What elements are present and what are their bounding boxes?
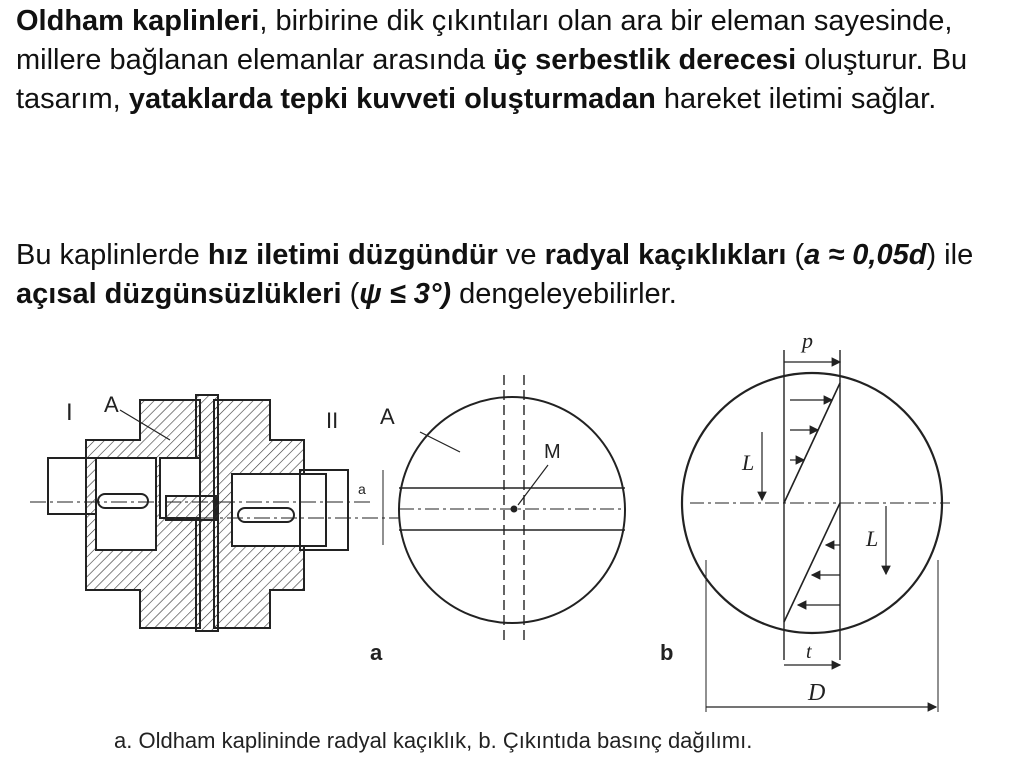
label-p: p (802, 328, 813, 353)
label-a-left: A (104, 392, 119, 417)
label-fig-b: b (660, 640, 674, 665)
label-fig-a: a (370, 640, 383, 665)
text-segment: ) ile (926, 239, 974, 271)
text-segment: dengeleyebilirler. (451, 278, 677, 310)
term-angular: açısal düzgünsüzlükleri (16, 278, 342, 310)
label-l-top: L (742, 450, 755, 475)
label-t: t (806, 641, 812, 663)
triangle-bottom (784, 503, 840, 622)
label-a-disc: A (380, 404, 395, 429)
figure-caption: a. Oldham kaplininde radyal kaçıklık, b. Çıkıntıda basınç dağılımı. (114, 728, 753, 753)
triangle-top (784, 383, 840, 503)
label-offset-a: a (358, 481, 366, 497)
key-right (238, 508, 294, 522)
text-segment: oluşturur. Bu tasarım, (16, 44, 968, 115)
label-shaft-ii: II (326, 408, 339, 433)
text-segment: ve (497, 239, 545, 271)
formula-angular: ψ ≤ 3°) (359, 278, 452, 310)
term-oldham: Oldham kaplinleri (16, 5, 260, 37)
key-left (98, 494, 148, 508)
formula-radial: a ≈ 0,05d (804, 239, 927, 271)
text-segment: ( (341, 278, 360, 310)
term-reaction: yataklarda tepki kuvveti oluşturmadan (128, 83, 656, 115)
label-m: M (544, 441, 561, 463)
tongue-center (166, 496, 216, 520)
label-l-bottom: L (866, 526, 879, 551)
pressure-distribution (682, 350, 950, 712)
label-d: D (808, 680, 826, 706)
coupling-section-drawing (30, 395, 400, 631)
text-segment: , birbirine dik çıkıntıları olan ara bir eleman sayesinde, millere bağlanan elemanlar arasında (16, 5, 953, 76)
term-dof: üç serbestlik derecesi (493, 44, 797, 76)
point-m (511, 506, 517, 512)
term-radial: radyal kaçıklıkları (544, 239, 787, 271)
term-speed: hız iletimi düzgündür (207, 239, 498, 271)
leader-disc (420, 432, 460, 452)
label-shaft-i: I (66, 399, 73, 426)
text-segment: hareket iletimi sağlar. (655, 83, 937, 115)
text-segment: Bu kaplinlerde (16, 239, 208, 271)
text-segment: ( (786, 239, 805, 271)
leader-m (518, 465, 548, 505)
disc-front-view (399, 375, 625, 645)
